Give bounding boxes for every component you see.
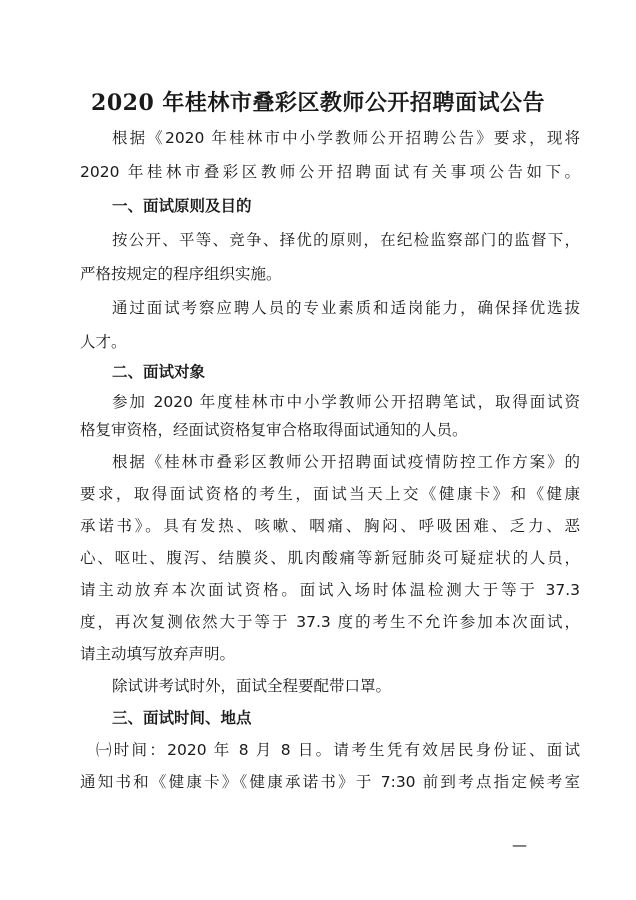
paragraph-line: 2020 年桂林市叠彩区教师公开招聘面试有关事项公告如下。 xyxy=(80,163,580,181)
paragraph-line: 按公开、平等、竞争、择优的原则，在纪检监察部门的监督下， xyxy=(112,231,580,249)
paragraph-line: 通知书和《健康卡》《健康承诺书》于 7:30 前到考点指定候考室 xyxy=(80,773,580,791)
paragraph-line: 请主动放弃本次面试资格。面试入场时体温检测大于等于 37.3 xyxy=(80,581,580,599)
paragraph-line: 通过面试考察应聘人员的专业素质和适岗能力，确保择优选拔 xyxy=(112,299,580,317)
paragraph-line: 人才。 xyxy=(80,333,127,351)
paragraph-line: 除试讲考试时外，面试全程要配带口罩。 xyxy=(112,677,392,695)
section-heading-2: 二、面试对象 xyxy=(112,363,206,381)
paragraph-line: 根据《2020 年桂林市中小学教师公开招聘公告》要求，现将 xyxy=(112,129,580,147)
paragraph-line: 承诺书》。具有发热、咳嗽、咽痛、胸闷、呼吸困难、乏力、恶 xyxy=(80,517,580,535)
paragraph-line: 根据《桂林市叠彩区教师公开招聘面试疫情防控工作方案》的 xyxy=(112,453,580,471)
page-number: — xyxy=(512,836,527,854)
paragraph-line: 严格按规定的程序组织实施。 xyxy=(80,265,282,283)
paragraph-line: 度，再次复测依然大于等于 37.3 度的考生不允许参加本次面试， xyxy=(80,613,580,631)
paragraph-line: ㈠时间：2020 年 8 月 8 日。请考生凭有效居民身份证、面试 xyxy=(96,741,580,759)
section-heading-3: 三、面试时间、地点 xyxy=(112,709,252,727)
paragraph-line: 心、呕吐、腹泻、结膜炎、肌肉酸痛等新冠肺炎可疑症状的人员， xyxy=(80,549,580,567)
paragraph-line: 参加 2020 年度桂林市中小学教师公开招聘笔试，取得面试资 xyxy=(112,393,580,411)
section-heading-1: 一、面试原则及目的 xyxy=(112,197,252,215)
paragraph-line: 格复审资格，经面试资格复审合格取得面试通知的人员。 xyxy=(80,421,468,439)
document-title: 2020 年桂林市叠彩区教师公开招聘面试公告 xyxy=(91,90,545,116)
paragraph-line: 请主动填写放弃声明。 xyxy=(80,645,236,663)
paragraph-line: 要求，取得面试资格的考生，面试当天上交《健康卡》和《健康 xyxy=(80,485,580,503)
